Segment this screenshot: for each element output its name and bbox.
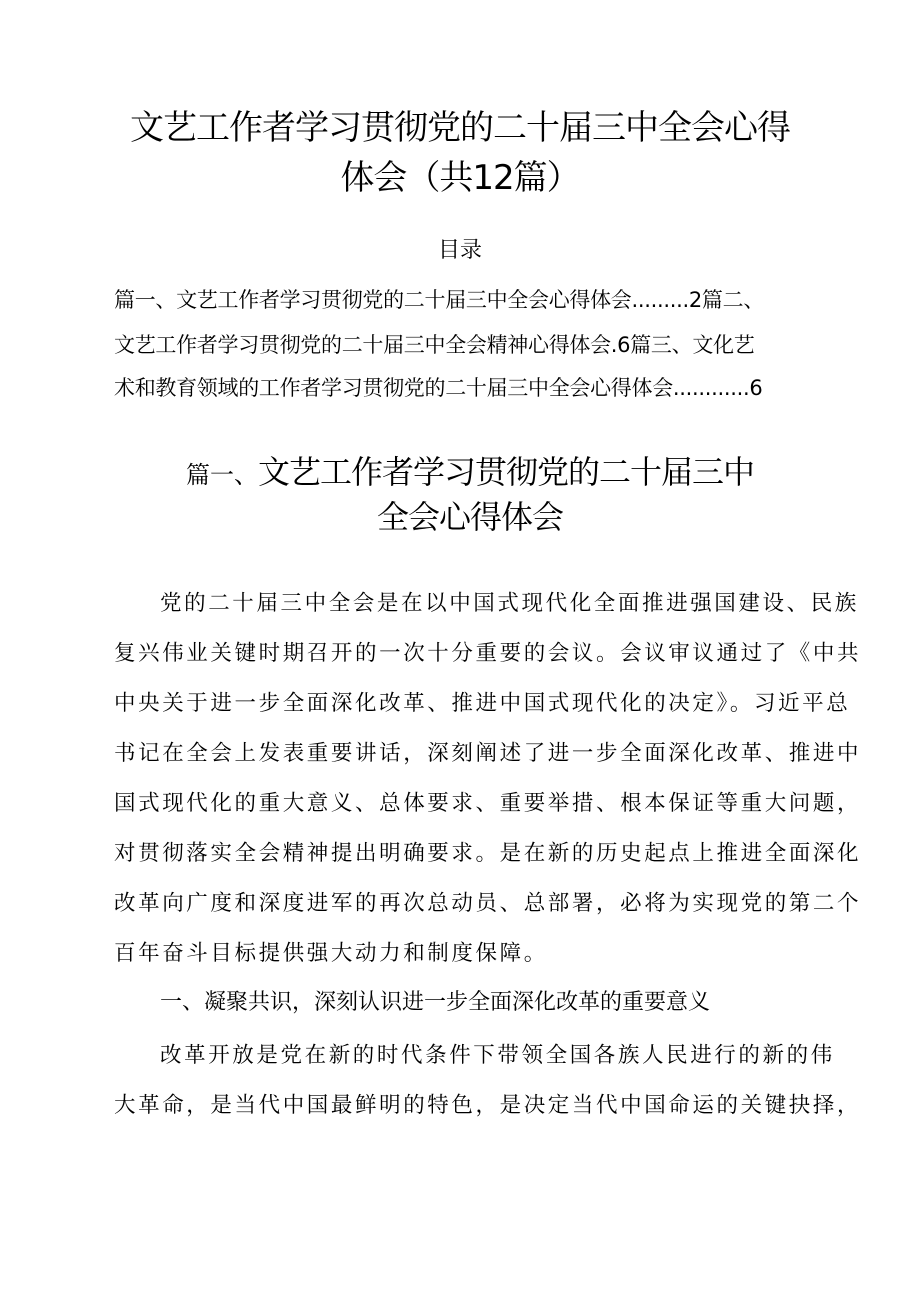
- section-subheading: 一、凝聚共识，深刻认识进一步全面深化改革的重要意义: [160, 990, 711, 1015]
- paragraph-line: 对贯彻落实全会精神提出明确要求。是在新的历史起点上推进全面深化: [114, 841, 862, 866]
- section-title-line-2: 全会心得体会: [376, 498, 563, 536]
- paragraph-line: 中央关于进一步全面深化改革、推进中国式现代化的决定》。习近平总: [114, 691, 851, 716]
- paragraph-line: 改革开放是党在新的时代条件下带领全国各族人民进行的新的伟: [160, 1043, 835, 1068]
- paragraph-line: 复兴伟业关键时期召开的一次十分重要的会议。会议审议通过了《中共: [114, 641, 862, 666]
- paragraph-line: 百年奋斗目标提供强大动力和制度保障。: [114, 941, 548, 966]
- toc-heading: 目录: [437, 238, 482, 263]
- toc-line[interactable]: 文艺工作者学习贯彻党的二十届三中全会精神心得体会.6篇三、文化艺: [114, 333, 755, 357]
- section-title-text: 文艺工作者学习贯彻党的二十届三中: [257, 453, 754, 491]
- toc-line[interactable]: 术和教育领域的工作者学习贯彻党的二十届三中全会心得体会............6: [114, 376, 763, 400]
- toc-line[interactable]: 篇一、文艺工作者学习贯彻党的二十届三中全会心得体会.........2篇二、: [114, 288, 765, 312]
- paragraph-line: 大革命，是当代中国最鲜明的特色，是决定当代中国命运的关键抉择，: [114, 1093, 862, 1118]
- section-prefix: 篇一、: [185, 461, 258, 489]
- document-title-line-2: 体会（共12篇）: [340, 158, 580, 198]
- paragraph-line: 国式现代化的重大意义、总体要求、重要举措、根本保证等重大问题，: [114, 791, 862, 816]
- paragraph-line: 书记在全会上发表重要讲话，深刻阐述了进一步全面深化改革、推进中: [114, 741, 862, 766]
- section-title-line-1: [110, 449, 830, 498]
- document-title-line-1: 文艺工作者学习贯彻党的二十届三中全会心得: [130, 108, 790, 148]
- paragraph-line: 改革向广度和深度进军的再次总动员、总部署，必将为实现党的第二个: [114, 891, 862, 916]
- paragraph-line: 党的二十届三中全会是在以中国式现代化全面推进强国建设、民族: [160, 591, 859, 616]
